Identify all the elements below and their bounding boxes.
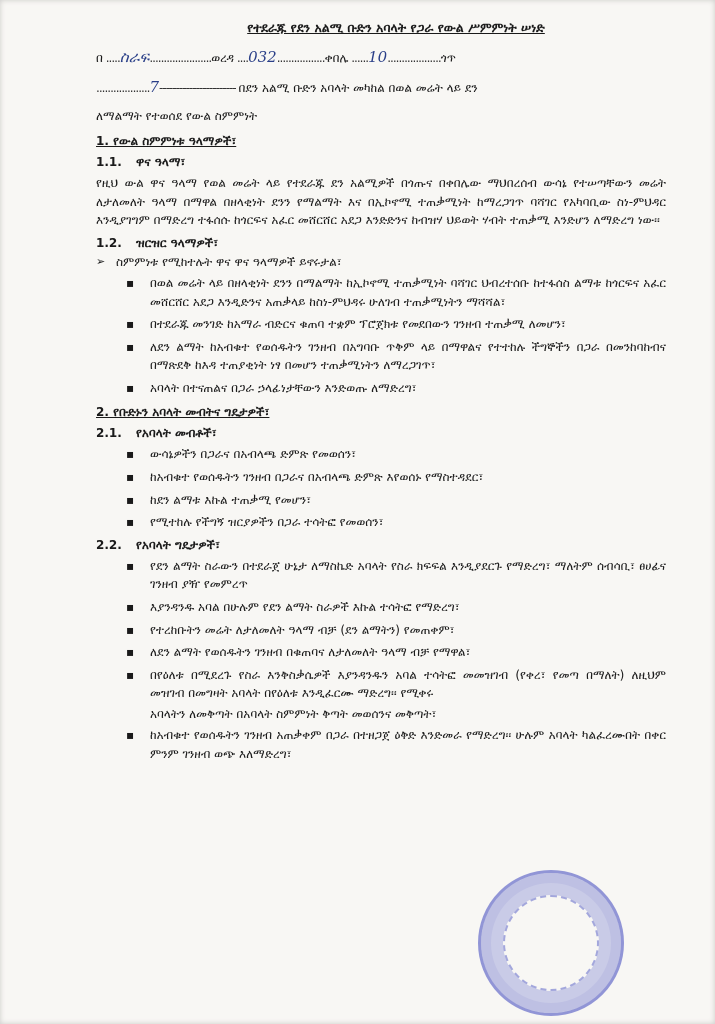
list-item: ▪ በየዕለቱ በሚደረጉ የስራ እንቅስቃሴዎች እያንዳንዱን አባል ተሳትፎ መመዝገብ (የቀረ፣ የመጣ በማለት) ለዚህም መዝገብ በመግዛት አባላት በየዕለቱ እንዲፈርሙ ማድረግ፡፡ የሚቀሩ	[96, 666, 666, 703]
list-item: ▪ አባላት በተናጠልና በጋራ ኃላፊነታቸውን እንድወጡ ለማድረግ፣	[96, 379, 666, 398]
woreda-label: ወረዳ	[211, 50, 234, 65]
header-fill-line-1: በ ..... ስራፍ ...................... ወረዳ .... 032 ................. ቀበሌ ...... 10 ................... ጎጥ	[96, 47, 456, 66]
arrow-list-item: ➢ ስምምነቱ የሚከተሉት ዋና ዋና ዓላማዎች ይኖሩታል፣	[96, 255, 666, 270]
list-item: ▪ እያንዳንዱ አባል በሁሉም የደን ልማት ስራዎች እኩል ተሳትፎ የማድረግ፣	[96, 598, 666, 617]
handwritten-kebele: 10	[368, 47, 388, 66]
section-1-1-text: የዚህ ውል ዋና ዓላማ የወል መሬት ላይ የተደራጁ ደን አልሚዎች በጎጡና በቀበሌው ማህበረሰብ ውሳኔ የተሠጣቸውን መሬት ለታለመለት ዓላማ በማዋል በዘላቂነት ደንን የማልማት እና በኢኮኖሚ ተጠቃሚነት ከማረጋገጥ ባሻገር የአካባቢው ስነ-ምህዳር እንዲያገግም በማድረግ ተፋሰሱ ከጎርፍና አፈር መሸርሸር አደጋ እንድድንና ከብዝሃ ህይወት ሃብት ተጠቃሚ እንድሆን ለማድረግ ነው፡፡	[96, 176, 666, 228]
section-2-heading: 2. የቡድኑን አባላት መብትና ግዴታዎች፣	[96, 405, 270, 420]
continuation-text: አባላትን ለመቅጣት በአባላት ስምምነት ቅጣት መወሰንና መቅጣት፣	[150, 707, 437, 721]
list-item: ▪ የሚተከሉ የችግኝ ዝርያዎችን በጋራ ተሳትፎ የመወሰን፣	[96, 513, 666, 532]
list-item: ▪ ከደን ልማቱ እኩል ተጠቃሚ የመሆን፣	[96, 491, 666, 510]
header-fill-line-2: ................... 7 ----------------------- በደን አልሚ ቡድን አባላት መካከል በወል መሬት ላይ ደን	[96, 78, 478, 97]
handwritten-got: 7	[149, 78, 160, 97]
document-title: የተደራጁ የደን አልሚ ቡድን አባላት የጋራ የውል ሥምምነት ሠነድ	[247, 20, 545, 35]
official-stamp	[478, 870, 624, 1016]
list-item: ▪ ከአብቁተ የወሰዱትን ገንዘብ በጋራና በአብላጫ ድምጽ እየወሰኑ የማስተዳደር፣	[96, 468, 666, 487]
header-line-2-text: በደን አልሚ ቡድን አባላት መካከል በወል መሬት ላይ ደን	[238, 81, 478, 96]
list-item: ▪ ለደን ልማት ከአብቁተ የወሰዱትን ገንዘብ በአግባቡ ጥቅም ላይ በማዋልና የተተከሉ ችግኞችን በጋራ በመንከባከብና በማጽደቅ ከእዳ ተጠያቂነት ነፃ በመሆን ተጠቃሚነትን ለማረጋገጥ፣	[96, 338, 666, 375]
list-item: ▪ በወል መሬት ላይ በዘላቂነት ደንን በማልማት ከኢኮኖሚ ተጠቃሚነት ባሻገር ህብረተሰቡ ከተፋሰስ ልማቱ ከጎርፍና አፈር መሸርሸር አደጋ እንዲድንና አጠቃላይ ከስነ-ምህዳሩ ሁለገብ ተጠቃሚነትን ማሻሻል፣	[96, 274, 666, 311]
header-line-3-text: ለማልማት የተወሰደ የውል ስምምነት	[96, 109, 258, 124]
section-1-1-heading: 1.1. ዋና ዓላማ፣	[96, 155, 186, 170]
prefix-text: በ	[96, 50, 103, 65]
got-label: ጎጥ	[440, 50, 456, 65]
document-body	[96, 20, 666, 767]
section-1-heading: 1. የውል ስምምነቱ ዓላማዎች፣	[96, 134, 237, 149]
list-item: ▪ ከአብቁተ የወሰዱትን ገንዘብ አጠቃቀም በጋራ በተዘጋጀ ዕቅድ እንድመራ የማድረግ፡፡ ሁሉም አባላት ካልፈረሙበት በቀር ምንም ገንዘብ ወጭ እለማድረግ፣	[96, 726, 666, 763]
section-2-2-heading: 2.2. የአባላት ግዴታዎች፣	[96, 537, 221, 552]
kebele-label: ቀበሌ	[324, 50, 349, 65]
list-item: ▪ በተደራጁ መንገድ ከአማራ ብድርና ቁጠባ ተቋም ፕሮጀክቱ የመደበውን ገንዘብ ተጠቃሚ ለመሆን፣	[96, 315, 666, 334]
list-item: ▪ የደን ልማት ስራውን በተደራጀ ሁኔታ ለማስኬድ አባላት የስራ ክፍፍል እንዲያደርጉ የማድረግ፣ ማለትም ሰብሳቢ፣ ፀሀፊና ገንዘብ ያዥ የመምረጥ	[96, 557, 666, 594]
list-item: ▪ የተረከቡትን መሬት ለታለመለት ዓላማ ብቻ (ደን ልማትን) የመጠቀም፣	[96, 621, 666, 640]
header-fill-line-3	[96, 109, 666, 124]
list-item: ▪ ለደን ልማት የወሰዱትን ገንዘብ በቁጠባና ለታለመለት ዓላማ ብቻ የማዋል፣	[96, 643, 666, 662]
list-item: ▪ ውሳኔዎችን በጋራና በአብላጫ ድምጽ የመወሰን፣	[96, 445, 666, 464]
section-1-2-heading: 1.2. ዝርዝር ዓላማዎች፣	[96, 235, 219, 250]
handwritten-number: 032	[248, 47, 277, 66]
handwritten-woreda: ስራፍ	[119, 47, 150, 66]
section-2-1-heading: 2.1. የአባላት መብቶች፣	[96, 426, 217, 441]
